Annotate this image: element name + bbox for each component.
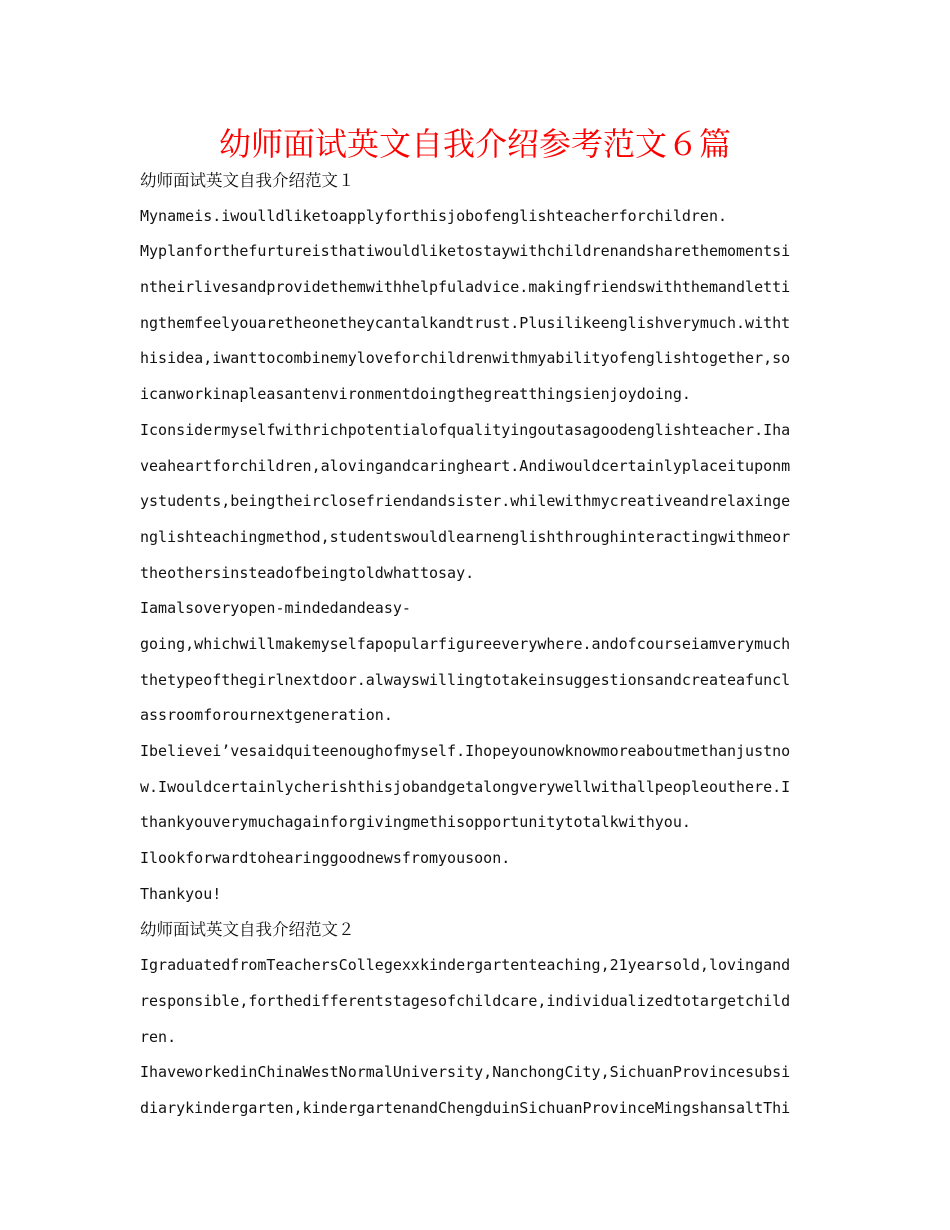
text-line: Mynameis.iwoulldliketoapplyforthisjobofenglishteacherforchildren. (140, 206, 727, 225)
text-line: icanworkinapleasantenvironmentdoingthegreatthingsienjoydoing. (140, 385, 691, 404)
text-line: ntheirlivesandprovidethemwithhelpfuladvice.makingfriendswiththemandletti (140, 278, 791, 297)
text-line: ystudents,beingtheirclosefriendandsister.whilewithmycreativeandrelaxinge (140, 492, 791, 511)
text-line: thankyouverymuchagainforgivingmethisopportunitytotalkwithyou. (140, 813, 691, 832)
text-line: veaheartforchildren,alovingandcaringheart.Andiwouldcertainlyplaceituponm (140, 456, 791, 475)
text-line: Thankyou! (140, 884, 222, 903)
text-line: hisidea,iwanttocombinemyloveforchildrenwithmyabilityofenglishtogether,so (140, 349, 791, 368)
text-line: IhaveworkedinChinaWestNormalUniversity,NanchongCity,SichuanProvincesubsi (140, 1063, 791, 1082)
text-line: responsible,forthedifferentstagesofchildcare,individualizedtotargetchild (140, 991, 791, 1010)
text-line: Iamalsoveryopen-mindedandeasy- (140, 599, 411, 618)
text-line: Myplanforthefurtureisthatiwouldliketostaywithchildrenandsharethemomentsi (140, 242, 791, 261)
text-line: diarykindergarten,kindergartenandChengduinSichuanProvinceMingshansaltThi (140, 1098, 791, 1117)
text-line: Ilookforwardtohearinggoodnewsfromyousoon. (140, 849, 511, 868)
text-line: ren. (140, 1027, 177, 1046)
text-line: Iconsidermyselfwithrichpotentialofqualityingoutasagoodenglishteacher.Iha (140, 420, 791, 439)
text-line: nglishteachingmethod,studentswouldlearnenglishthroughinteractingwithmeor (140, 527, 791, 546)
section-heading: 幼师面试英文自我介绍范文１ (140, 171, 355, 190)
text-line: theothersinsteadofbeingtoldwhattosay. (140, 563, 475, 582)
text-line: IgraduatedfromTeachersCollegexxkindergartenteaching,21yearsold,lovingand (140, 956, 791, 975)
text-line: Ibelievei’vesaidquiteenoughofmyself.Ihopeyounowknowmoreaboutmethanjustno (140, 742, 791, 760)
text-line: thetypeofthegirlnextdoor.alwayswillingtotakeinsuggestionsandcreateafuncl (140, 670, 791, 689)
text-line: going,whichwillmakemyselfapopularfigureeverywhere.andofcourseiamverymuch (140, 634, 791, 653)
document-body (140, 163, 815, 1127)
document-title: 幼师面试英文自我介绍参考范文６篇 (218, 125, 731, 163)
text-line: assroomforournextgeneration. (140, 706, 393, 725)
section-heading: 幼师面试英文自我介绍范文２ (140, 920, 355, 940)
text-line: w.Iwouldcertainlycherishthisjobandgetalongverywellwithallpeopleouthere.I (140, 777, 791, 796)
text-line: ngthemfeelyouaretheonetheycantalkandtrust.Plusilikeenglishverymuch.witht (140, 313, 791, 332)
